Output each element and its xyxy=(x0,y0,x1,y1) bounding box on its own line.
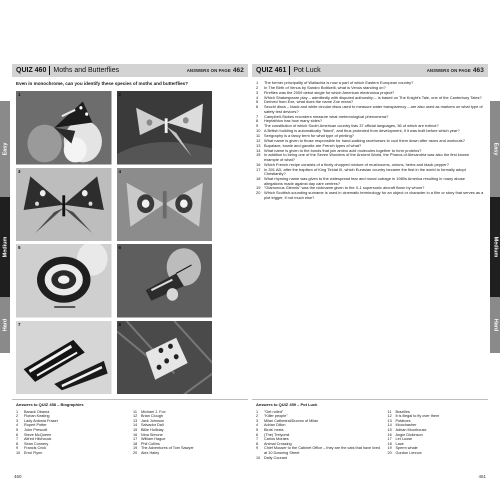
answer-text: Angie Dickinson xyxy=(395,432,423,437)
answer-text: Sean Connery xyxy=(24,441,49,446)
answer-text: Daily Courant xyxy=(264,455,288,460)
butterfly-photo xyxy=(16,168,112,242)
answer-number: 1 xyxy=(256,409,259,414)
answer-row xyxy=(387,451,484,456)
answer-row xyxy=(256,446,381,455)
question-number: 17 xyxy=(256,166,261,172)
answer-text: Mouchasher xyxy=(395,423,417,428)
answer-number: 8 xyxy=(256,441,259,446)
tab-hard-left xyxy=(0,297,10,353)
question-number: 9 xyxy=(256,123,259,129)
tab-label: Medium xyxy=(2,236,8,258)
answer-number: 14 xyxy=(387,423,392,428)
answers-page: 463 xyxy=(472,67,484,74)
right-page xyxy=(252,64,488,410)
moth-image xyxy=(117,244,213,318)
answer-text: The Adventures of Tom Sawyer xyxy=(141,446,194,451)
answer-text: Lady Antonia Fraser xyxy=(24,418,58,423)
butterfly-photo xyxy=(16,244,112,318)
answer-number: 14 xyxy=(133,423,138,428)
question-text: Which French recipe consists of a finely chopped mixture of mushrooms, onions, herbs and black pepper? xyxy=(264,161,449,167)
question-number: 5 xyxy=(256,99,259,105)
answers-reference xyxy=(187,67,244,74)
butterfly-photo xyxy=(16,321,112,395)
answer-text: Barack Obama xyxy=(24,409,50,414)
answer-number: 5 xyxy=(256,427,259,432)
question-number: 1 xyxy=(256,80,259,85)
quiz-header xyxy=(252,64,488,77)
question-text: A British building is automatically "listed", and thus protected from development, if it was built before which year? xyxy=(264,128,460,134)
answer-number: 19 xyxy=(387,446,392,451)
question-number: 6 xyxy=(256,104,259,110)
answer-text: "Killer people" xyxy=(264,414,288,419)
question-text: In The Birth of Venus by Sandro Botticelli, what is Venus standing on? xyxy=(264,84,386,90)
answer-number: 10 xyxy=(16,450,21,455)
answer-number: 4 xyxy=(256,423,259,428)
tab-hard-right xyxy=(490,297,500,353)
answer-number: 17 xyxy=(387,437,392,442)
photo-number: 8 xyxy=(118,321,122,327)
question-item xyxy=(256,105,484,114)
answers-column-1 xyxy=(16,410,127,456)
question-text: In 301 AD, after the baptism of King Tiridat III, which Eurasian country became the first in the world to formally adopt Christianity? xyxy=(264,166,466,177)
answers-column-2 xyxy=(133,410,244,456)
answer-number: 20 xyxy=(133,450,138,455)
answer-text: Adrian Moorhouse xyxy=(395,427,427,432)
answer-text: William Hague xyxy=(141,437,166,442)
answer-text: Potatoes xyxy=(395,418,411,423)
tab-label: Easy xyxy=(492,142,499,156)
divider xyxy=(12,399,248,400)
tab-label: Medium xyxy=(492,236,498,258)
moth-photo xyxy=(117,321,213,395)
answer-number: 11 xyxy=(133,409,137,414)
answer-number: 8 xyxy=(16,441,19,446)
answer-number: 2 xyxy=(16,414,19,419)
answers-columns xyxy=(16,410,244,456)
answer-number: 1 xyxy=(16,409,19,414)
question-text: What rhyming name was given to the widespread fear and moral outrage in 1980s America resulting in many abuse allegations made against day care centres? xyxy=(264,175,465,186)
answers-label: ANSWERS ON PAGE xyxy=(426,68,471,73)
question-text: Campbell-Stokes recorders measure what meteorological phenomena? xyxy=(264,113,389,119)
moth-image xyxy=(117,321,213,395)
butterfly-image xyxy=(16,321,112,395)
question-item xyxy=(256,191,484,200)
answer-text: Alex Haley xyxy=(141,450,160,455)
quiz-title: QUIZ 460 xyxy=(16,67,47,74)
question-text: Which Scottish-sounding surname is used in cinematic terminology for an object or character in a film or story that serves as a plot trigger, if not much else? xyxy=(264,190,484,200)
answer-text: Let Loose xyxy=(395,437,413,442)
moth-image xyxy=(117,168,213,242)
answer-row xyxy=(256,456,381,461)
butterfly-image xyxy=(16,91,112,165)
answer-row xyxy=(16,451,127,456)
answers-column-1 xyxy=(256,410,381,461)
question-number: 19 xyxy=(256,185,261,191)
question-number: 13 xyxy=(256,142,261,148)
photo-number: 4 xyxy=(118,168,122,174)
question-text: The former principality of Wallachia is now a part of which Eastern European country? xyxy=(264,80,414,85)
photo-number: 5 xyxy=(18,245,21,250)
answer-number: 3 xyxy=(16,418,19,423)
question-number: 14 xyxy=(256,147,261,153)
answer-text: It is illegal to fly over them xyxy=(395,414,440,419)
tab-label: Easy xyxy=(2,142,9,156)
answer-number: 16 xyxy=(387,432,392,437)
question-text: Secchi discs – black and white circular discs used to measure water transparency – are also used as markers on what type of safety test devices? xyxy=(264,104,483,114)
moth-photo xyxy=(117,91,213,165)
tab-label: Hard xyxy=(2,318,8,332)
answer-number: 20 xyxy=(387,450,392,455)
moth-photo xyxy=(117,244,213,318)
quiz-title: QUIZ 461 xyxy=(256,67,287,74)
title-separator xyxy=(49,66,50,75)
answer-text: Jack Johnson xyxy=(141,418,165,423)
left-answers xyxy=(16,403,244,456)
question-text: Heptathlon has how many sides? xyxy=(264,118,323,124)
page-number-right: 461 xyxy=(478,474,486,479)
photo-number: 7 xyxy=(18,321,21,327)
answer-text: (The) Trelyomil xyxy=(264,432,290,437)
answer-text: Alfred Hitchcock xyxy=(24,437,52,442)
question-number: 15 xyxy=(256,152,261,158)
answer-text: Adrian Dillon xyxy=(264,423,286,428)
tab-medium-left xyxy=(0,197,10,297)
tab-easy-right xyxy=(490,101,500,197)
answer-text: Billie Holliday xyxy=(141,427,164,432)
question-number: 7 xyxy=(256,113,259,119)
answer-number: 11 xyxy=(387,409,392,414)
moth-image xyxy=(117,91,213,165)
question-number: 4 xyxy=(256,94,259,100)
answer-number: 9 xyxy=(256,446,259,451)
answer-number: 5 xyxy=(16,427,19,432)
question-text: Bupalace, bowie and gavotte are French types of what? xyxy=(264,142,362,148)
answer-text: Michael J. Fox xyxy=(141,409,166,414)
answer-text: Brazilles xyxy=(395,409,410,414)
butterfly-image xyxy=(16,168,112,242)
question-number: 18 xyxy=(256,175,261,181)
question-number: 10 xyxy=(256,128,261,134)
quiz-subtitle: Pot Luck xyxy=(293,67,321,74)
answer-number: 6 xyxy=(16,432,19,437)
question-text: The constitution of which South American country lists 37 official languages, 36 of which are extinct? xyxy=(264,123,439,129)
answer-text: John Prescott xyxy=(24,427,48,432)
answer-text: Sperm whale xyxy=(395,446,418,451)
question-list xyxy=(256,81,484,201)
answer-number: 12 xyxy=(133,414,138,419)
question-text: Fireflies was the 2009 debut single for which American electronica project? xyxy=(264,89,395,95)
answer-text: Brian Clough xyxy=(141,414,163,419)
question-number: 16 xyxy=(256,161,261,167)
answers-page: 462 xyxy=(232,67,244,74)
question-text: Which Shakespeare play – admittedly with disputed authorship – is based on The Knight's Tale, one of the Canterbury Tales? xyxy=(264,94,482,100)
answer-number: 18 xyxy=(133,441,138,446)
answer-number: 12 xyxy=(387,414,392,419)
question-number: 8 xyxy=(256,118,259,124)
question-text: "Glamorous Glennis" was the nickname given to the X-1 supersonic aircraft flown by whom? xyxy=(264,185,425,191)
answers-columns xyxy=(256,410,484,461)
answer-number: 7 xyxy=(16,437,19,442)
answer-number: 15 xyxy=(387,427,392,432)
answers-label: ANSWERS ON PAGE xyxy=(186,68,231,73)
quiz-subtitle: Moths and Butterflies xyxy=(53,67,120,74)
answer-text: Steve McQueen xyxy=(24,432,52,437)
tab-medium-right xyxy=(490,197,500,297)
answer-number: 18 xyxy=(387,441,392,446)
answer-text: Chief Mouser to the Cabinet Office – they are the cats that have lived at 10 Downing Street xyxy=(264,446,381,455)
answer-text: "Get rolled" xyxy=(264,409,284,414)
answer-number: 10 xyxy=(256,455,261,460)
question-text: Serigraphy is a fancy term for what type of printing? xyxy=(264,132,354,138)
question-text: What name is given to the bonds that join amino acid molecules together to form proteins? xyxy=(264,147,422,153)
butterfly-image xyxy=(16,244,112,318)
answer-text: Nina Simone xyxy=(141,432,163,437)
photo-grid xyxy=(16,91,212,394)
photo-number: 1 xyxy=(18,92,21,97)
answer-number: 6 xyxy=(256,432,259,437)
answers-title: Answers to QUIZ 458 – Biographies xyxy=(16,402,84,407)
photo-number: 3 xyxy=(18,168,21,174)
answer-number: 13 xyxy=(387,418,392,423)
quiz-lead-text: Even in monochrome, can you identify these species of moths and butterflies? xyxy=(16,81,189,86)
quiz-header xyxy=(12,64,248,77)
answer-text: Salvador Dalí xyxy=(141,423,164,428)
moth-photo xyxy=(117,168,213,242)
question-number: 2 xyxy=(256,84,259,90)
answers-title: Answers to QUIZ 459 – Pot Luck xyxy=(256,402,318,407)
butterfly-photo xyxy=(16,91,112,165)
question-number: 20 xyxy=(256,190,261,196)
photo-number: 2 xyxy=(118,92,122,97)
tab-label: Hard xyxy=(492,318,498,332)
answer-number: 15 xyxy=(133,427,138,432)
answer-number: 16 xyxy=(133,432,138,437)
answer-number: 4 xyxy=(16,423,19,428)
question-text: Derived from Exe, what does the name Zoe mean? xyxy=(264,99,354,105)
answer-number: 2 xyxy=(256,414,259,419)
answer-number: 3 xyxy=(256,418,259,423)
answer-text: Rupert Potter xyxy=(24,423,47,428)
photo-number: 6 xyxy=(118,245,122,250)
page-number-left: 460 xyxy=(14,474,22,479)
question-text: In addition to being one of the Seven Wonders of the Ancient World, the Pharos of Alexandria was also the first known example of what? xyxy=(264,152,470,162)
answer-number: 9 xyxy=(16,446,19,451)
answer-number: 19 xyxy=(133,446,138,451)
answer-number: 13 xyxy=(133,418,138,423)
answer-text: Milan Cathedral/Duomo of Milan xyxy=(264,418,319,423)
answer-text: Animal Crossing xyxy=(264,441,292,446)
right-answers xyxy=(256,403,484,460)
tab-easy-left xyxy=(0,101,10,197)
answer-text: Errol Flynn xyxy=(24,450,43,455)
question-number: 12 xyxy=(256,137,261,143)
answer-text: Francis Crick xyxy=(24,446,47,451)
answers-reference xyxy=(427,67,484,74)
question-number: 11 xyxy=(256,132,261,138)
title-separator xyxy=(289,66,290,75)
answer-text: Florian Keating xyxy=(24,414,50,419)
answer-number: 17 xyxy=(133,437,138,442)
answer-text: Birds' nests xyxy=(264,427,284,432)
answer-text: Carlos Moraes xyxy=(264,437,289,442)
answer-row xyxy=(133,451,244,456)
question-text: What name is given to those responsible for hand-walking racehorses to cool them down after races and workouts? xyxy=(264,137,465,143)
answers-column-2 xyxy=(387,410,484,461)
left-page xyxy=(12,64,248,410)
answer-text: Lace xyxy=(395,441,404,446)
answer-text: Phil Collins xyxy=(141,441,160,446)
answer-text: Gordon Lennox xyxy=(395,450,422,455)
question-number: 3 xyxy=(256,89,259,95)
answer-number: 7 xyxy=(256,437,259,442)
divider xyxy=(252,399,488,400)
